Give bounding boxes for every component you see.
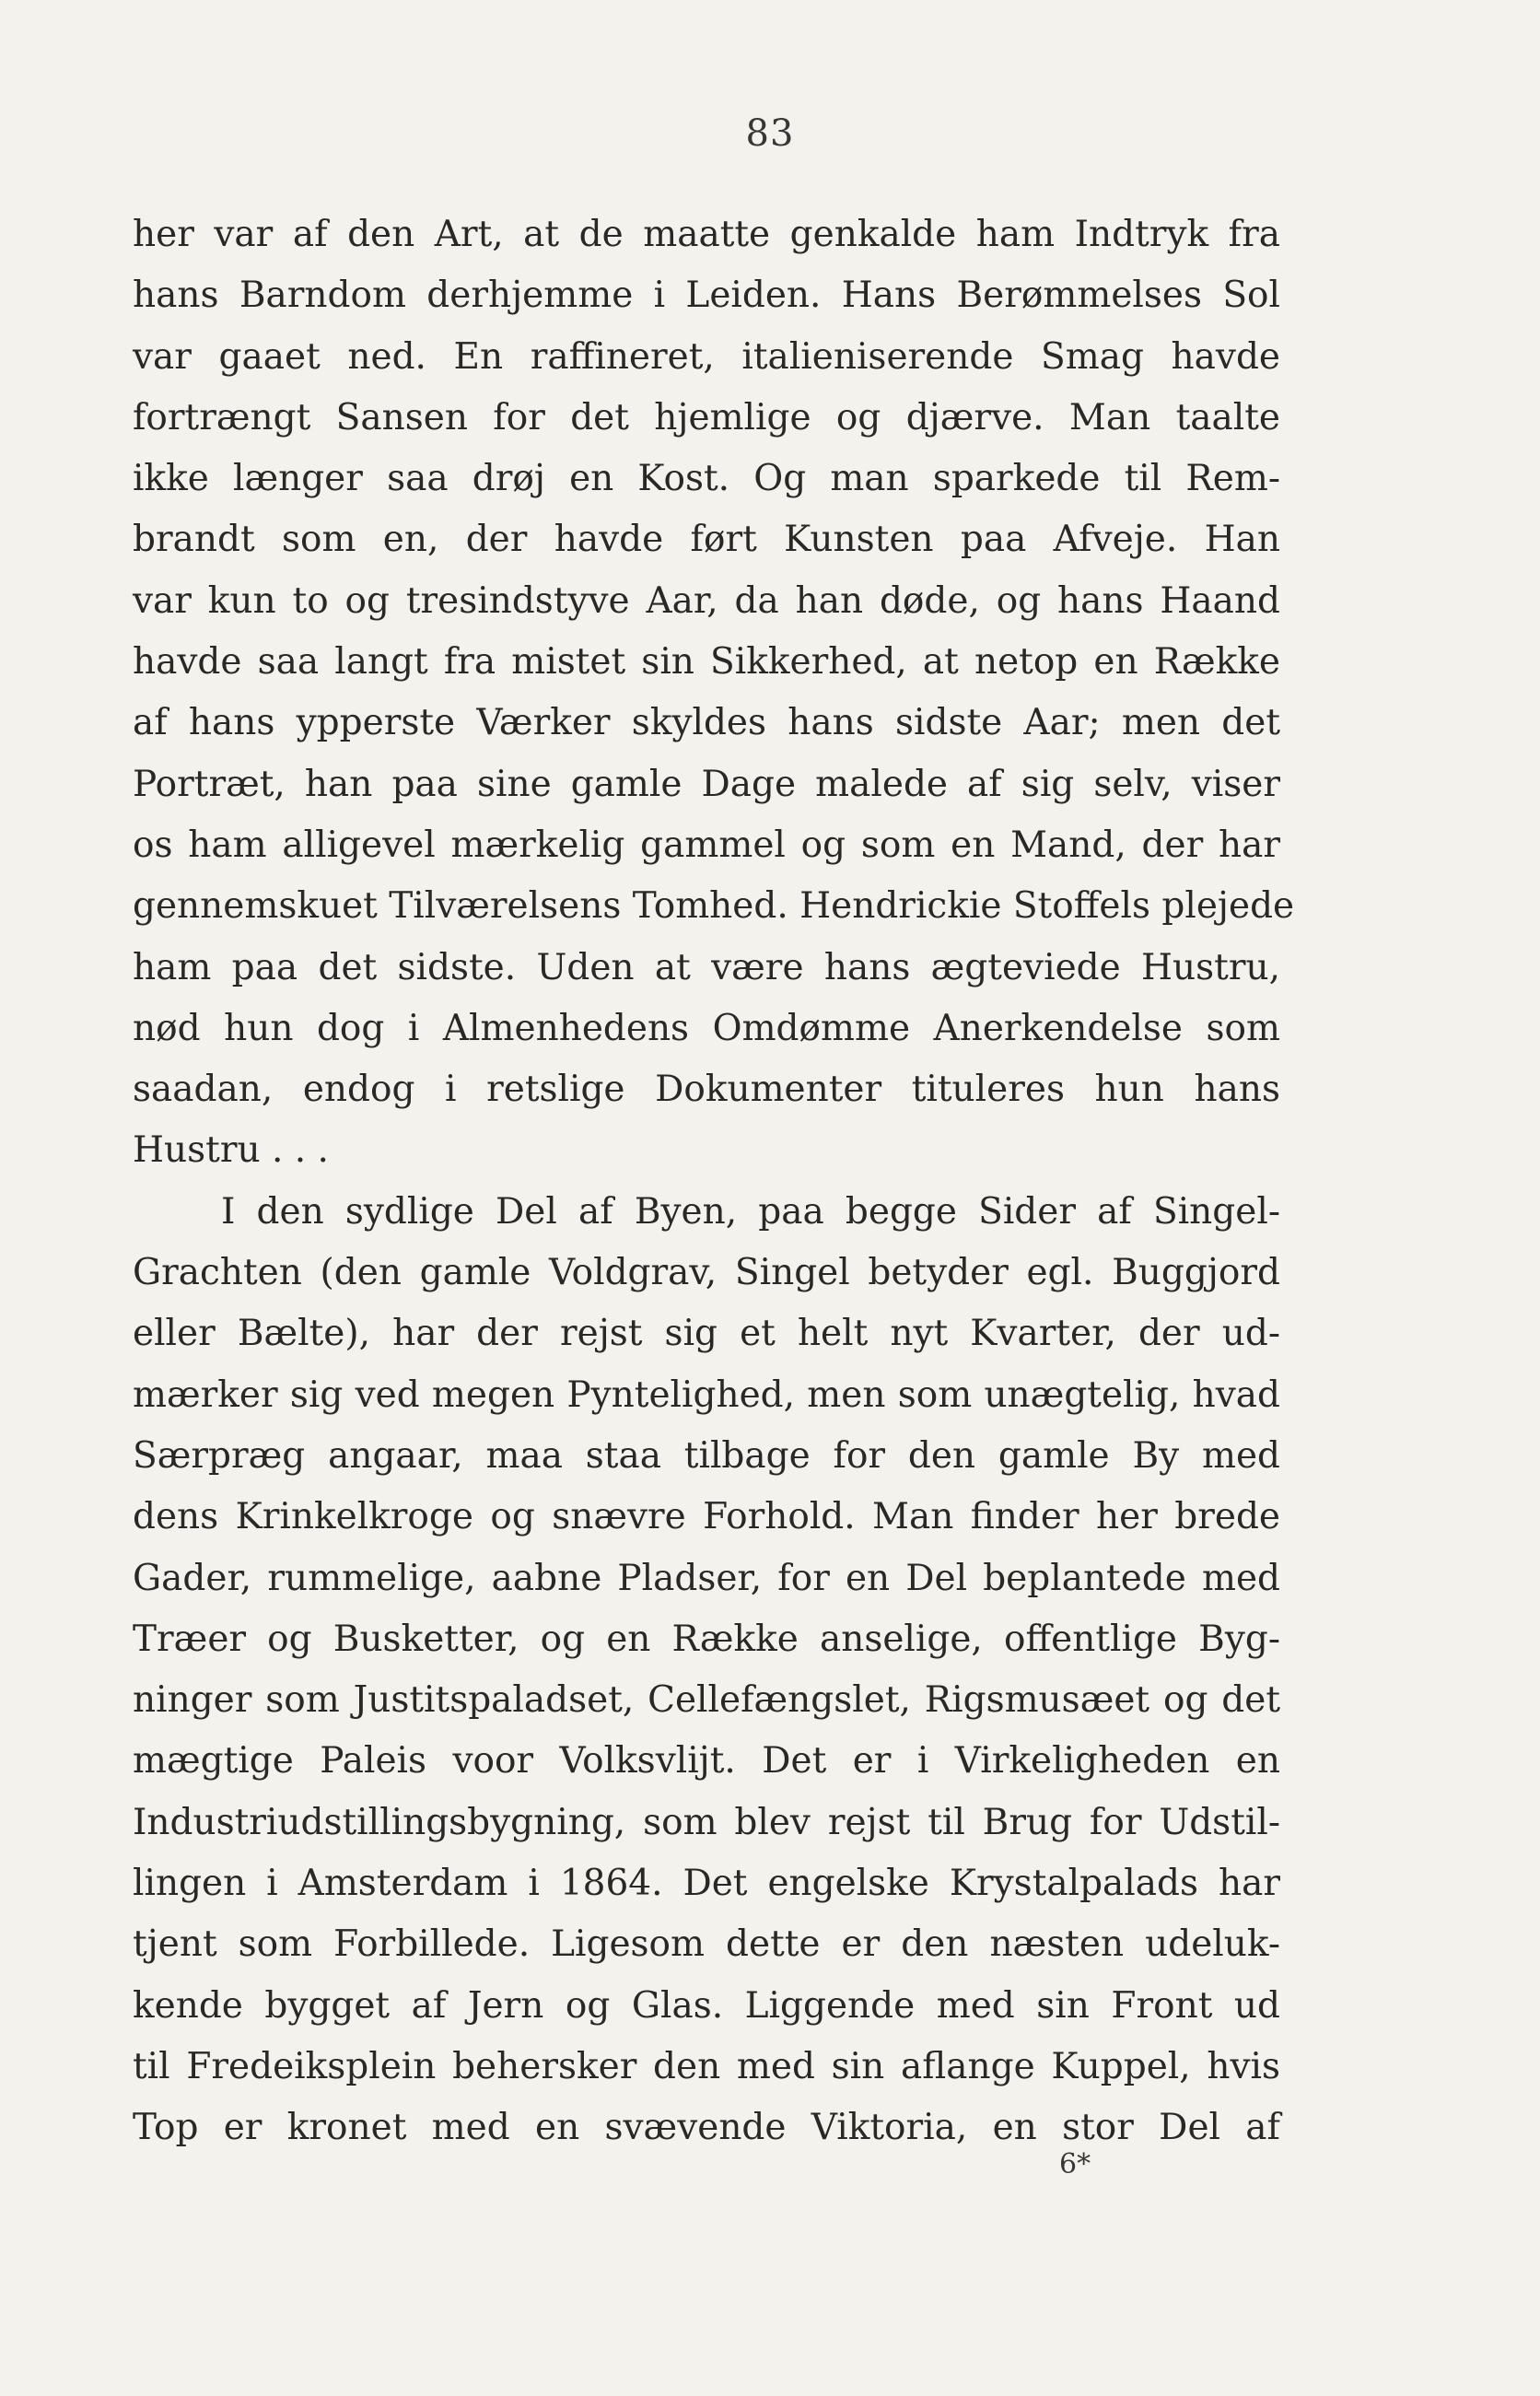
text-line: Særpræg angaar, maa staa tilbage for den gamle By med (133, 1434, 1280, 1477)
text-line: dens Krinkelkroge og snævre Forhold. Man finder her brede (133, 1496, 1280, 1538)
text-line: af hans ypperste Værker skyldes hans sidste Aar; men det (133, 702, 1280, 744)
text-line: lingen i Amsterdam i 1864. Det engelske Krystalpalads har (133, 1863, 1280, 1905)
text-line: ninger som Justitspaladset, Cellefængslet, Rigsmusæet og det (133, 1679, 1280, 1722)
signature-mark: 6* (1059, 2148, 1091, 2180)
text-line: eller Bælte), har der rejst sig et helt nyt Kvarter, der ud- (133, 1313, 1280, 1355)
paragraph-end-line: Hustru . . . (133, 1129, 329, 1172)
text-line: her var af den Art, at de maatte genkalde ham Indtryk fra (133, 214, 1280, 255)
body-text (133, 205, 1295, 2159)
text-line: var kun to og tresindstyve Aar, da han døde, og hans Haand (133, 579, 1280, 622)
text-line: os ham alligevel mærkelig gammel og som en Mand, der har (133, 824, 1280, 866)
text-line: gennemskuet Tilværelsens Tomhed. Hendrickie Stoffels plejede (133, 885, 1295, 928)
text-line: Gader, rummelige, aabne Pladser, for en Del beplantede med (133, 1557, 1280, 1599)
text-line: var gaaet ned. En raffineret, italieniserende Smag havde (133, 335, 1280, 378)
text-line: Træer og Busketter, og en Række anselige, offentlige Byg- (133, 1618, 1280, 1660)
text-line: nød hun dog i Almenhedens Omdømme Anerkendelse som (133, 1007, 1280, 1049)
page-number: 83 (745, 112, 795, 155)
text-line: mægtige Paleis voor Volksvlijt. Det er i Virkeligheden en (133, 1740, 1280, 1782)
text-line: ikke længer saa drøj en Kost. Og man sparkede til Rem- (133, 458, 1280, 500)
text-line: fortrængt Sansen for det hjemlige og djærve. Man taalte (133, 396, 1280, 438)
text-line: saadan, endog i retslige Dokumenter tituleres hun hans (133, 1069, 1280, 1111)
text-line: brandt som en, der havde ført Kunsten paa Afveje. Han (133, 519, 1280, 561)
text-line: Grachten (den gamle Voldgrav, Singel betyder egl. Buggjord (133, 1252, 1280, 1294)
text-line: kende bygget af Jern og Glas. Liggende med sin Front ud (133, 1984, 1280, 2027)
text-line: hans Barndom derhjemme i Leiden. Hans Berømmelses Sol (133, 275, 1280, 317)
text-line: til Fredeiksplein behersker den med sin aflange Kuppel, hvis (133, 2045, 1280, 2087)
text-line: ham paa det sidste. Uden at være hans ægteviede Hustru, (133, 946, 1280, 988)
text-line: havde saa langt fra mistet sin Sikkerhed, at netop en Række (133, 641, 1280, 684)
text-line: Industriudstillingsbygning, som blev rejst til Brug for Udstil- (133, 1801, 1280, 1843)
text-line: Portræt, han paa sine gamle Dage malede af sig selv, viser (133, 763, 1280, 805)
text-line: mærker sig ved megen Pyntelighed, men som unægtelig, hvad (133, 1373, 1280, 1416)
text-line: tjent som Forbillede. Ligesom dette er den næsten udeluk- (133, 1923, 1280, 1966)
paragraph-start-line: I den sydlige Del af Byen, paa begge Sider af Singel- (221, 1190, 1280, 1233)
text-line: Top er kronet med en svævende Viktoria, en stor Del af (133, 2107, 1280, 2149)
